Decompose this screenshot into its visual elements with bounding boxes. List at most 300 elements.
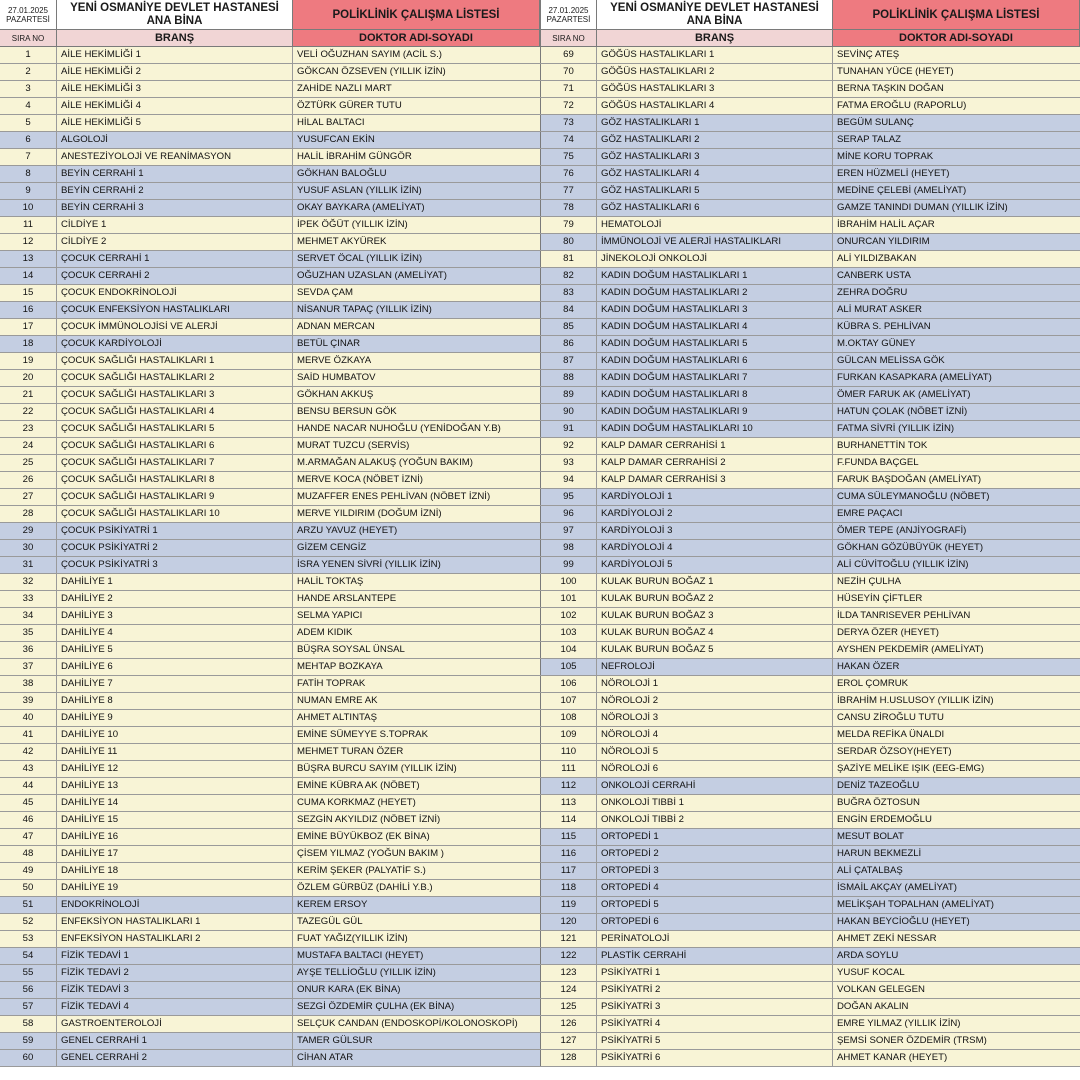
table-row [0, 64, 540, 81]
doctor-cell: FARUK BAŞDOĞAN (AMELİYAT) [837, 474, 982, 485]
row-number: 1 [0, 47, 57, 63]
row-number: 107 [540, 693, 597, 709]
date-cell [0, 0, 57, 30]
doctor-cell: SEZGİ ÖZDEMİR ÇULHA (EK BİNA) [297, 1001, 455, 1012]
doctor-cell: ONUR KARA (EK BİNA) [297, 984, 401, 995]
branch-cell: KADIN DOĞUM HASTALIKLARI 9 [597, 404, 833, 420]
table-row [0, 676, 540, 693]
branch-cell: ÇOCUK SAĞLIĞI HASTALIKLARI 6 [57, 438, 293, 454]
table-row [0, 557, 540, 574]
row-number: 90 [540, 404, 597, 420]
table-row [540, 251, 1080, 268]
branch-cell: NÖROLOJİ 3 [597, 710, 833, 726]
col-no-header: SIRA NO [0, 30, 57, 47]
doctor-cell: GAMZE TANINDI DUMAN (YILLIK İZİN) [837, 202, 1008, 213]
doctor-cell: DOĞAN AKALIN [837, 1001, 909, 1012]
row-number: 109 [540, 727, 597, 743]
table-row [0, 268, 540, 285]
table-row [0, 880, 540, 897]
doctor-cell: İSMAİL AKÇAY (AMELİYAT) [837, 882, 957, 893]
doctor-cell: MELDA REFİKA ÜNALDI [837, 729, 945, 740]
table-row [540, 727, 1080, 744]
doctor-cell: HAKAN BEYCİOĞLU (HEYET) [837, 916, 970, 927]
branch-cell: ORTOPEDİ 6 [597, 914, 833, 930]
doctor-cell: ONURCAN YILDIRIM [837, 236, 930, 247]
table-row [540, 489, 1080, 506]
row-number: 99 [540, 557, 597, 573]
row-number: 124 [540, 982, 597, 998]
doctor-cell: SERDAR ÖZSOY(HEYET) [837, 746, 952, 757]
table-row [540, 1033, 1080, 1050]
branch-cell: BEYİN CERRAHİ 1 [57, 166, 293, 182]
row-number: 42 [0, 744, 57, 760]
row-number: 21 [0, 387, 57, 403]
table-row [0, 761, 540, 778]
doctor-cell: SEZGİN AKYILDIZ (NÖBET İZNİ) [297, 814, 441, 825]
branch-cell: ÇOCUK SAĞLIĞI HASTALIKLARI 9 [57, 489, 293, 505]
row-number: 39 [0, 693, 57, 709]
row-number: 5 [0, 115, 57, 131]
table-row [540, 132, 1080, 149]
row-number: 100 [540, 574, 597, 590]
table-row [0, 115, 540, 132]
table-row [0, 778, 540, 795]
row-number: 45 [0, 795, 57, 811]
table-row [540, 149, 1080, 166]
row-number: 12 [0, 234, 57, 250]
table-row [540, 659, 1080, 676]
branch-cell: DAHİLİYE 6 [57, 659, 293, 675]
branch-cell: DAHİLİYE 5 [57, 642, 293, 658]
table-row [540, 64, 1080, 81]
row-number: 120 [540, 914, 597, 930]
row-number: 96 [540, 506, 597, 522]
doctor-cell: EROL ÇOMRUK [837, 678, 909, 689]
table-row [540, 472, 1080, 489]
branch-cell: DAHİLİYE 11 [57, 744, 293, 760]
table-row [0, 506, 540, 523]
table-row [540, 1050, 1080, 1067]
doctor-cell: OKAY BAYKARA (AMELİYAT) [297, 202, 425, 213]
row-number: 57 [0, 999, 57, 1015]
branch-cell: JİNEKOLOJİ ONKOLOJİ [597, 251, 833, 267]
doctor-cell: MERVE KOCA (NÖBET İZNİ) [297, 474, 423, 485]
row-number: 94 [540, 472, 597, 488]
col-branch-header: BRANŞ [57, 30, 293, 47]
table-row [0, 982, 540, 999]
table-row [540, 81, 1080, 98]
table-row [0, 744, 540, 761]
row-number: 84 [540, 302, 597, 318]
date-text: 27.01.2025 [548, 5, 589, 15]
table-row [0, 319, 540, 336]
doctor-cell: ÖMER TEPE (ANJİYOGRAFİ) [837, 525, 967, 536]
branch-cell: ÇOCUK CERRAHİ 1 [57, 251, 293, 267]
row-number: 41 [0, 727, 57, 743]
building-name: ANA BİNA [146, 14, 203, 27]
doctor-cell: FATMA EROĞLU (RAPORLU) [837, 100, 967, 111]
table-row [540, 608, 1080, 625]
branch-cell: PSİKİYATRİ 6 [597, 1050, 833, 1066]
row-number: 14 [0, 268, 57, 284]
table-row [540, 200, 1080, 217]
doctor-cell: HANDE ARSLANTEPE [297, 593, 397, 604]
branch-cell: GÖĞÜS HASTALIKLARI 3 [597, 81, 833, 97]
branch-cell: KADIN DOĞUM HASTALIKLARI 5 [597, 336, 833, 352]
table-row [0, 540, 540, 557]
branch-cell: AİLE HEKİMLİĞİ 5 [57, 115, 293, 131]
branch-cell: ÇOCUK ENFEKSİYON HASTALIKLARI [57, 302, 293, 318]
row-number: 52 [0, 914, 57, 930]
branch-cell: PSİKİYATRİ 1 [597, 965, 833, 981]
doctor-cell: ŞAZİYE MELİKE IŞIK (EEG-EMG) [837, 763, 985, 774]
table-row [0, 710, 540, 727]
doctor-cell: MEHMET AKYÜREK [297, 236, 387, 247]
branch-cell: CİLDİYE 1 [57, 217, 293, 233]
branch-cell: AİLE HEKİMLİĞİ 2 [57, 64, 293, 80]
table-row [0, 336, 540, 353]
row-number: 43 [0, 761, 57, 777]
row-number: 81 [540, 251, 597, 267]
branch-cell: DAHİLİYE 19 [57, 880, 293, 896]
row-number: 116 [540, 846, 597, 862]
row-number: 17 [0, 319, 57, 335]
branch-cell: ONKOLOJİ CERRAHİ [597, 778, 833, 794]
row-number: 36 [0, 642, 57, 658]
branch-cell: ONKOLOJİ TIBBİ 1 [597, 795, 833, 811]
row-number: 10 [0, 200, 57, 216]
branch-cell: DAHİLİYE 12 [57, 761, 293, 777]
row-number: 58 [0, 1016, 57, 1032]
table-row [540, 1016, 1080, 1033]
table-row [540, 880, 1080, 897]
branch-cell: DAHİLİYE 15 [57, 812, 293, 828]
row-number: 111 [540, 761, 597, 777]
day-text: PAZARTESİ [6, 14, 50, 24]
table-row [540, 931, 1080, 948]
table-row [540, 914, 1080, 931]
branch-cell: NÖROLOJİ 2 [597, 693, 833, 709]
branch-cell: ÇOCUK ENDOKRİNOLOJİ [57, 285, 293, 301]
row-number: 23 [0, 421, 57, 437]
row-number: 2 [0, 64, 57, 80]
branch-cell: PLASTİK CERRAHİ [597, 948, 833, 964]
branch-cell: KADIN DOĞUM HASTALIKLARI 6 [597, 353, 833, 369]
table-row [0, 659, 540, 676]
row-number: 34 [0, 608, 57, 624]
table-row [0, 1016, 540, 1033]
doctor-cell: KEREM ERSOY [297, 899, 368, 910]
row-number: 44 [0, 778, 57, 794]
branch-cell: ÇOCUK SAĞLIĞI HASTALIKLARI 1 [57, 353, 293, 369]
branch-cell: PSİKİYATRİ 5 [597, 1033, 833, 1049]
row-number: 71 [540, 81, 597, 97]
doctor-cell: ALİ CÜVİTOĞLU (YILLIK İZİN) [837, 559, 969, 570]
row-number: 123 [540, 965, 597, 981]
row-number: 125 [540, 999, 597, 1015]
doctor-cell: CANBERK USTA [837, 270, 911, 281]
row-number: 75 [540, 149, 597, 165]
row-number: 104 [540, 642, 597, 658]
row-number: 54 [0, 948, 57, 964]
table-row [540, 319, 1080, 336]
branch-cell: DAHİLİYE 4 [57, 625, 293, 641]
doctor-cell: ÖZLEM GÜRBÜZ (DAHİLİ Y.B.) [297, 882, 433, 893]
row-number: 3 [0, 81, 57, 97]
table-row [540, 829, 1080, 846]
row-number: 82 [540, 268, 597, 284]
branch-cell: GÖZ HASTALIKLARI 3 [597, 149, 833, 165]
row-number: 70 [540, 64, 597, 80]
table-row [0, 217, 540, 234]
row-number: 87 [540, 353, 597, 369]
table-row [540, 982, 1080, 999]
doctor-cell: TAMER GÜLSUR [297, 1035, 373, 1046]
row-number: 55 [0, 965, 57, 981]
table-row [0, 404, 540, 421]
doctor-cell: NİSANUR TAPAÇ (YILLIK İZİN) [297, 304, 432, 315]
row-number: 76 [540, 166, 597, 182]
branch-cell: ÇOCUK SAĞLIĞI HASTALIKLARI 7 [57, 455, 293, 471]
row-number: 37 [0, 659, 57, 675]
row-number: 56 [0, 982, 57, 998]
col-doctor-header: DOKTOR ADI-SOYADI [833, 30, 1080, 47]
doctor-cell: BERNA TAŞKIN DOĞAN [837, 83, 944, 94]
row-number: 108 [540, 710, 597, 726]
list-title: POLİKLİNİK ÇALIŞMA LİSTESİ [293, 0, 540, 30]
table-row [540, 761, 1080, 778]
table-row [0, 472, 540, 489]
branch-cell: GÖZ HASTALIKLARI 5 [597, 183, 833, 199]
left-rows [0, 47, 540, 1067]
table-row [540, 438, 1080, 455]
row-number: 24 [0, 438, 57, 454]
row-number: 4 [0, 98, 57, 114]
row-number: 79 [540, 217, 597, 233]
doctor-cell: MEDİNE ÇELEBİ (AMELİYAT) [837, 185, 967, 196]
table-row [0, 897, 540, 914]
table-row [540, 965, 1080, 982]
table-row [0, 727, 540, 744]
row-number: 89 [540, 387, 597, 403]
row-number: 126 [540, 1016, 597, 1032]
table-row [540, 795, 1080, 812]
branch-cell: ORTOPEDİ 5 [597, 897, 833, 913]
branch-cell: ÇOCUK SAĞLIĞI HASTALIKLARI 5 [57, 421, 293, 437]
branch-cell: ÇOCUK KARDİYOLOJİ [57, 336, 293, 352]
table-row [0, 523, 540, 540]
doctor-cell: TAZEGÜL GÜL [297, 916, 363, 927]
row-number: 102 [540, 608, 597, 624]
row-number: 78 [540, 200, 597, 216]
table-row [540, 506, 1080, 523]
doctor-cell: BENSU BERSUN GÖK [297, 406, 397, 417]
table-row [0, 608, 540, 625]
doctor-cell: GİZEM CENGİZ [297, 542, 367, 553]
table-row [0, 302, 540, 319]
table-row [540, 455, 1080, 472]
table-row [540, 47, 1080, 64]
branch-cell: ÇOCUK PSİKİYATRİ 1 [57, 523, 293, 539]
branch-cell: KULAK BURUN BOĞAZ 5 [597, 642, 833, 658]
row-number: 92 [540, 438, 597, 454]
doctor-cell: ALİ MURAT ASKER [837, 304, 922, 315]
table-row [540, 115, 1080, 132]
branch-cell: GÖĞÜS HASTALIKLARI 4 [597, 98, 833, 114]
row-number: 128 [540, 1050, 597, 1066]
branch-cell: ORTOPEDİ 2 [597, 846, 833, 862]
doctor-cell: GÖKHAN GÖZÜBÜYÜK (HEYET) [837, 542, 984, 553]
branch-cell: BEYİN CERRAHİ 3 [57, 200, 293, 216]
doctor-cell: SEVİNÇ ATEŞ [837, 49, 900, 60]
row-number: 115 [540, 829, 597, 845]
branch-cell: KALP DAMAR CERRAHİSİ 1 [597, 438, 833, 454]
branch-cell: ONKOLOJİ TIBBİ 2 [597, 812, 833, 828]
doctor-cell: FURKAN KASAPKARA (AMELİYAT) [837, 372, 992, 383]
doctor-cell: MELİKŞAH TOPALHAN (AMELİYAT) [837, 899, 994, 910]
branch-cell: ÇOCUK SAĞLIĞI HASTALIKLARI 8 [57, 472, 293, 488]
row-number: 33 [0, 591, 57, 607]
doctor-cell: GÜLCAN MELİSSA GÖK [837, 355, 945, 366]
row-number: 50 [0, 880, 57, 896]
row-number: 15 [0, 285, 57, 301]
doctor-cell: MUZAFFER ENES PEHLİVAN (NÖBET İZNİ) [297, 491, 491, 502]
table-row [540, 523, 1080, 540]
branch-cell: ENFEKSİYON HASTALIKLARI 2 [57, 931, 293, 947]
doctor-cell: ARDA SOYLU [837, 950, 899, 961]
doctor-cell: HALİL İBRAHİM GÜNGÖR [297, 151, 412, 162]
doctor-cell: YUSUF ASLAN (YILLIK İZİN) [297, 185, 422, 196]
branch-cell: ÇOCUK İMMÜNOLOJİSİ VE ALERJİ [57, 319, 293, 335]
right-table-header [540, 0, 1080, 47]
branch-cell: DAHİLİYE 9 [57, 710, 293, 726]
doctor-cell: CANSU ZİROĞLU TUTU [837, 712, 944, 723]
table-row [0, 421, 540, 438]
doctor-cell: AYŞE TELLİOĞLU (YILLIK İZİN) [297, 967, 436, 978]
branch-cell: KADIN DOĞUM HASTALIKLARI 3 [597, 302, 833, 318]
branch-cell: KULAK BURUN BOĞAZ 3 [597, 608, 833, 624]
row-number: 27 [0, 489, 57, 505]
row-number: 13 [0, 251, 57, 267]
table-row [540, 557, 1080, 574]
table-row [0, 47, 540, 64]
doctor-cell: İBRAHİM HALİL AÇAR [837, 219, 935, 230]
table-row [540, 421, 1080, 438]
doctor-cell: SELMA YAPICI [297, 610, 363, 621]
col-branch-header: BRANŞ [597, 30, 833, 47]
branch-cell: KADIN DOĞUM HASTALIKLARI 1 [597, 268, 833, 284]
branch-cell: ÇOCUK PSİKİYATRİ 3 [57, 557, 293, 573]
branch-cell: ANESTEZİYOLOJİ VE REANİMASYON [57, 149, 293, 165]
hospital-title [57, 0, 293, 30]
table-row [540, 642, 1080, 659]
branch-cell: FİZİK TEDAVİ 3 [57, 982, 293, 998]
table-row [0, 285, 540, 302]
row-number: 72 [540, 98, 597, 114]
row-number: 127 [540, 1033, 597, 1049]
table-row [540, 693, 1080, 710]
table-row [0, 795, 540, 812]
branch-cell: FİZİK TEDAVİ 2 [57, 965, 293, 981]
branch-cell: KARDİYOLOJİ 4 [597, 540, 833, 556]
table-row [0, 489, 540, 506]
row-number: 118 [540, 880, 597, 896]
row-number: 22 [0, 404, 57, 420]
row-number: 80 [540, 234, 597, 250]
table-row [540, 370, 1080, 387]
table-row [540, 183, 1080, 200]
doctor-cell: MEHMET TURAN ÖZER [297, 746, 404, 757]
doctor-cell: MUSTAFA BALTACI (HEYET) [297, 950, 424, 961]
table-row [540, 336, 1080, 353]
row-number: 95 [540, 489, 597, 505]
doctor-cell: FATİH TOPRAK [297, 678, 366, 689]
doctor-cell: EMRE YILMAZ (YILLIK İZİN) [837, 1018, 961, 1029]
doctor-cell: MERVE ÖZKAYA [297, 355, 372, 366]
table-row [540, 234, 1080, 251]
branch-cell: ÇOCUK SAĞLIĞI HASTALIKLARI 3 [57, 387, 293, 403]
row-number: 40 [0, 710, 57, 726]
doctor-cell: BETÜL ÇINAR [297, 338, 361, 349]
branch-cell: KALP DAMAR CERRAHİSİ 2 [597, 455, 833, 471]
branch-cell: FİZİK TEDAVİ 1 [57, 948, 293, 964]
doctor-cell: M.ARMAĞAN ALAKUŞ (YOĞUN BAKIM) [297, 457, 473, 468]
doctor-cell: MESUT BOLAT [837, 831, 904, 842]
row-number: 47 [0, 829, 57, 845]
table-row [540, 540, 1080, 557]
doctor-cell: KÜBRA S. PEHLİVAN [837, 321, 931, 332]
branch-cell: GÖZ HASTALIKLARI 1 [597, 115, 833, 131]
row-number: 18 [0, 336, 57, 352]
row-number: 114 [540, 812, 597, 828]
doctor-cell: ŞEMSİ SONER ÖZDEMİR (TRSM) [837, 1035, 987, 1046]
branch-cell: NÖROLOJİ 5 [597, 744, 833, 760]
row-number: 26 [0, 472, 57, 488]
table-row [540, 778, 1080, 795]
row-number: 19 [0, 353, 57, 369]
doctor-cell: AHMET ZEKİ NESSAR [837, 933, 937, 944]
doctor-cell: HATUN ÇOLAK (NÖBET İZNİ) [837, 406, 968, 417]
doctor-cell: ADEM KIDIK [297, 627, 353, 638]
branch-cell: ORTOPEDİ 4 [597, 880, 833, 896]
right-table [540, 0, 1080, 1080]
doctor-cell: KERİM ŞEKER (PALYATİF S.) [297, 865, 426, 876]
branch-cell: ÇOCUK SAĞLIĞI HASTALIKLARI 4 [57, 404, 293, 420]
table-row [0, 98, 540, 115]
doctor-cell: DENİZ TAZEOĞLU [837, 780, 920, 791]
row-number: 77 [540, 183, 597, 199]
row-number: 103 [540, 625, 597, 641]
doctor-cell: YUSUF KOCAL [837, 967, 905, 978]
doctor-cell: CUMA KORKMAZ (HEYET) [297, 797, 416, 808]
doctor-cell: NEZİH ÇULHA [837, 576, 901, 587]
doctor-cell: İPEK ÖĞÜT (YILLIK İZİN) [297, 219, 408, 230]
doctor-cell: SERVET ÖCAL (YILLIK İZİN) [297, 253, 423, 264]
doctor-cell: OĞUZHAN UZASLAN (AMELİYAT) [297, 270, 447, 281]
branch-cell: KULAK BURUN BOĞAZ 2 [597, 591, 833, 607]
row-number: 9 [0, 183, 57, 199]
branch-cell: KARDİYOLOJİ 2 [597, 506, 833, 522]
doctor-cell: MEHTAP BOZKAYA [297, 661, 383, 672]
table-row [540, 948, 1080, 965]
hospital-name: YENİ OSMANİYE DEVLET HASTANESİ [610, 1, 819, 14]
doctor-cell: BURHANETTİN TOK [837, 440, 928, 451]
branch-cell: GÖZ HASTALIKLARI 2 [597, 132, 833, 148]
table-row [540, 846, 1080, 863]
branch-cell: ÇOCUK PSİKİYATRİ 2 [57, 540, 293, 556]
table-row [0, 965, 540, 982]
table-row [0, 931, 540, 948]
